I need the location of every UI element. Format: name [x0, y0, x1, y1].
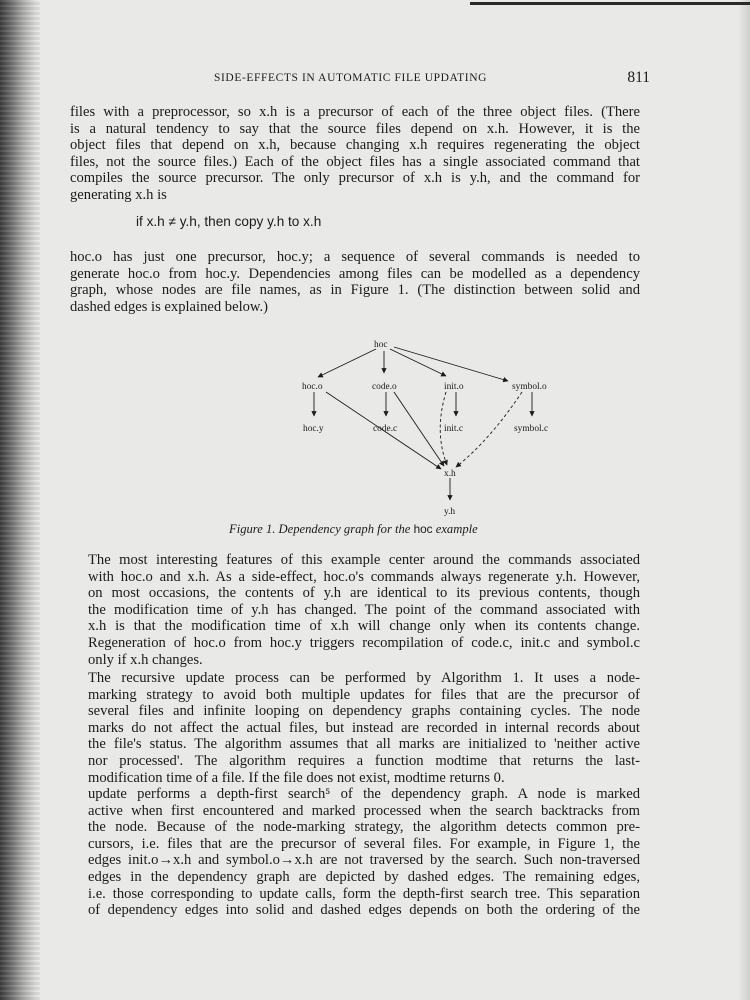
node-symbol-c: symbol.c: [514, 424, 549, 434]
node-hoc-y: hoc.y: [303, 424, 324, 434]
text-line: only if x.h changes.: [88, 651, 203, 668]
dashed-edge-symbolo-xh: [456, 392, 522, 467]
node-hoc: hoc: [374, 340, 388, 350]
text-line: object files that depend on x.h, because changing x.h requires regenerating the object: [70, 137, 640, 154]
text-line: is a natural tendency to say that the source files depend on x.h. However, it is the: [70, 120, 640, 137]
running-head: [70, 69, 650, 88]
text-line: marks do not affect the actual files, but instead are recorded in internal records about: [88, 719, 640, 736]
text-line: i.e. those corresponding to update calls, form the depth-first search tree. This separation: [88, 885, 640, 902]
text-line: generating x.h is: [70, 186, 167, 203]
text-line: nor processed'. The algorithm requires a function modtime that returns the last-: [88, 752, 640, 769]
text-line: the node. Because of the node-marking strategy, the algorithm detects common pre-: [88, 819, 640, 836]
paragraph-2: [70, 249, 640, 315]
text-line: x.h is that the modification time of x.h will change only when its contents change.: [88, 618, 640, 635]
text-line: cursors, i.e. files that are the precursor of several files. For example, in Figure 1, the: [88, 835, 640, 852]
dependency-graph-figure: [230, 336, 550, 521]
text-line: files, not the source files.) Each of the object files has a single associated command that: [70, 153, 640, 170]
text-line: files with a preprocessor, so x.h is a precursor of each of the three object files. (There: [70, 104, 640, 120]
text-line: update performs a depth-first search⁵ of the dependency graph. A node is marked: [88, 786, 640, 802]
node-code-c: code.c: [373, 424, 398, 434]
edge-hoc-hoco: [318, 349, 376, 377]
binding-texture: [0, 0, 40, 1000]
text-line: dashed edges is explained below.): [70, 298, 269, 315]
node-code-o: code.o: [372, 382, 397, 392]
text-line: the modification time of y.h has changed. The point of the command associated with: [88, 601, 640, 618]
figure-caption: [229, 522, 478, 537]
dependency-graph: [230, 336, 550, 521]
node-hoc-o: hoc.o: [302, 382, 323, 392]
caption-suffix: example: [435, 522, 478, 536]
text-line: hoc.o has just one precursor, hoc.y; a sequence of several commands is needed to: [70, 249, 640, 265]
edge-codeo-xh: [394, 392, 444, 466]
edge-hoc-inito: [390, 349, 446, 376]
text-line: on most occasions, the contents of y.h are identical to its previous contents, though: [88, 585, 640, 602]
node-x-h: x.h: [444, 469, 456, 479]
text-line: of dependency edges into solid and dashed edges depends on both the ordering of the: [88, 902, 640, 919]
node-y-h: y.h: [444, 507, 456, 517]
page-number: 811: [627, 69, 650, 86]
paragraph-1: [70, 104, 640, 204]
formula: if x.h ≠ y.h, then copy y.h to x.h: [136, 214, 322, 229]
running-head-title: SIDE-EFFECTS IN AUTOMATIC FILE UPDATING: [214, 72, 488, 84]
text-line: edges init.o→x.h and symbol.o→x.h are not traversed by the search. Such non-traversed: [88, 852, 640, 869]
edge-hoc-symbolo: [394, 347, 508, 381]
text-line: with hoc.o and x.h. As a side-effect, hoc.o's commands always regenerate y.h. However,: [88, 568, 640, 585]
text-line: edges in the dependency graph are depicted by dashed edges. The remaining edges,: [88, 868, 640, 885]
text-line: compiles the source precursor. The only precursor of x.h is y.h, and the command for: [70, 170, 640, 187]
paragraph-4: [70, 670, 640, 786]
node-init-c: init.c: [444, 424, 464, 434]
text-line: generate hoc.o from hoc.y. Dependencies among files can be modelled as a dependency: [70, 265, 640, 282]
text-line: the file's status. The algorithm assumes that all marks are initialized to 'neither active: [88, 736, 640, 753]
paragraph-5: [70, 786, 640, 919]
caption-prefix: Figure 1. Dependency graph for the: [229, 522, 411, 536]
top-edge-line: [470, 2, 750, 5]
text-line: The most interesting features of this example center around the commands associated: [88, 552, 640, 568]
text-line: Regeneration of hoc.o from hoc.y triggers recompilation of code.c, init.c and symbol.c: [88, 634, 640, 651]
text-line: active when first encountered and marked processed when the search backtracks from: [88, 802, 640, 819]
text-line: modification time of a file. If the file does not exist, modtime returns 0.: [88, 769, 505, 786]
text-line: graph, whose nodes are file names, as in Figure 1. (The distinction between solid and: [70, 282, 640, 299]
node-init-o: init.o: [444, 382, 464, 392]
text-line: several files and infinite looping on dependency graphs containing cycles. The node: [88, 703, 640, 720]
text-line: marking strategy to avoid both multiple updates for files that are the precursor of: [88, 686, 640, 703]
text-line: The recursive update process can be performed by Algorithm 1. It uses a node-: [88, 670, 640, 686]
node-symbol-o: symbol.o: [512, 382, 547, 392]
paragraph-3: [70, 552, 640, 668]
page-edge: [738, 0, 750, 1000]
caption-code: hoc: [413, 522, 433, 536]
